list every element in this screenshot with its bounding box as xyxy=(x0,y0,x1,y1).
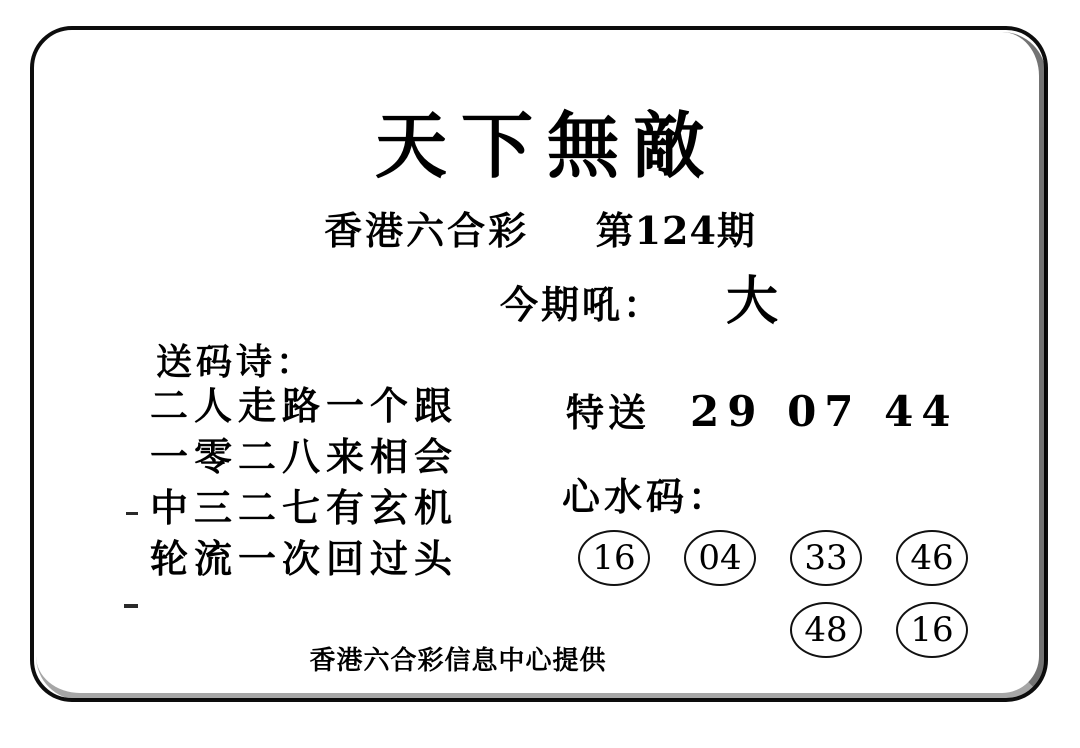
poem-lines xyxy=(150,380,458,584)
poem-line: 一零二八来相会 xyxy=(150,434,459,479)
forecast-row xyxy=(500,270,779,332)
page-title: 天下無敵 xyxy=(374,103,719,188)
subtitle-lottery-name: 香港六合彩 xyxy=(324,208,530,253)
scan-speck xyxy=(126,512,138,515)
special-numbers: 29 07 44 xyxy=(690,387,959,436)
issue-number: 第124期 xyxy=(595,208,756,253)
poem-line: 轮流一次回过头 xyxy=(150,536,459,581)
special-numbers-row xyxy=(566,382,959,437)
poem-line: 二人走路一个跟 xyxy=(150,383,459,428)
lucky-number-ball: 46 xyxy=(896,530,968,586)
forecast-value: 大 xyxy=(726,270,779,332)
subtitle xyxy=(0,208,1080,254)
lucky-number-ball: 48 xyxy=(790,602,862,658)
lucky-number-ball: 33 xyxy=(790,530,862,586)
special-label: 特送 xyxy=(566,390,651,435)
scan-speck xyxy=(124,604,138,608)
lucky-number-ball: 16 xyxy=(896,602,968,658)
footer-credit: 香港六合彩信息中心提供 xyxy=(309,646,607,676)
lucky-numbers-group xyxy=(578,530,998,658)
lucky-number-ball: 16 xyxy=(578,530,650,586)
poem-heading: 送码诗： xyxy=(156,341,317,383)
forecast-label: 今期吼： xyxy=(500,282,665,327)
lucky-numbers-row xyxy=(578,530,998,586)
lucky-number-ball: 04 xyxy=(684,530,756,586)
lucky-numbers-label: 心水码： xyxy=(562,474,731,519)
poem-line: 中三二七有玄机 xyxy=(150,485,459,530)
